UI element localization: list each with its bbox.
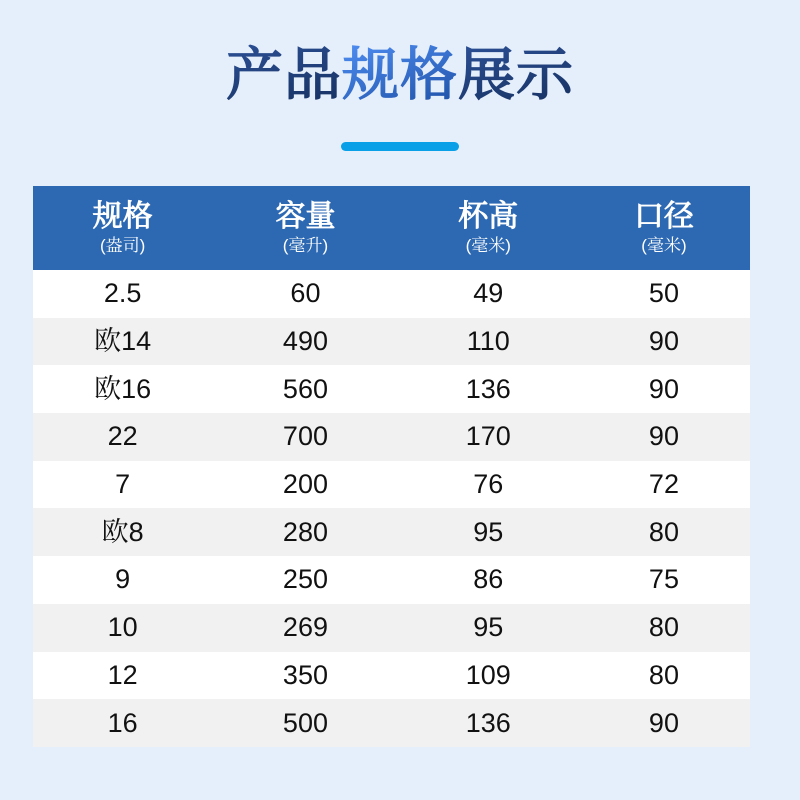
title-part-display: 展示 (458, 43, 574, 107)
table-cell: 49 (473, 278, 504, 309)
table-cell: 12 (107, 659, 138, 690)
table-cell: 7 (115, 469, 131, 500)
table-cell: 9 (115, 564, 131, 595)
table-row (33, 318, 750, 366)
table-cell: 560 (282, 373, 328, 404)
table-cell: 90 (648, 421, 679, 452)
table-cell: 22 (107, 421, 138, 452)
table-cell: 90 (648, 326, 679, 357)
table-body (33, 270, 750, 747)
table-cell: 136 (465, 373, 511, 404)
table-cell: 95 (473, 516, 504, 547)
column-label: 规格 (92, 200, 153, 234)
table-row (33, 604, 750, 652)
column-header-spec (33, 200, 212, 255)
table-cell: 109 (465, 659, 511, 690)
table-header (33, 186, 750, 270)
table-cell: 10 (107, 612, 138, 643)
column-label: 杯高 (458, 200, 519, 234)
table-cell: 欧8 (101, 516, 144, 547)
table-cell: 欧16 (94, 373, 152, 404)
column-unit: (毫米) (641, 235, 687, 255)
table-row (33, 365, 750, 413)
table-cell: 200 (282, 469, 328, 500)
table-cell: 76 (473, 469, 504, 500)
table-row (33, 270, 750, 318)
table-row (33, 699, 750, 747)
table-cell: 90 (648, 707, 679, 738)
column-unit: (毫升) (282, 235, 329, 255)
column-label: 口径 (633, 200, 694, 234)
table-cell: 500 (282, 707, 328, 738)
table-cell: 80 (648, 516, 679, 547)
page-title (0, 44, 800, 107)
table-cell: 490 (282, 326, 328, 357)
table-row (33, 508, 750, 556)
table-cell: 86 (473, 564, 504, 595)
table-cell: 136 (465, 707, 511, 738)
table-cell: 95 (473, 612, 504, 643)
table-cell: 80 (648, 659, 679, 690)
table-cell: 170 (465, 421, 511, 452)
table-cell: 700 (282, 421, 328, 452)
title-part-spec: 规格 (342, 43, 458, 107)
table-cell: 250 (282, 564, 328, 595)
table-cell: 350 (282, 659, 328, 690)
table-cell: 269 (282, 612, 328, 643)
title-underline (341, 142, 459, 151)
table-cell: 60 (290, 278, 321, 309)
table-cell: 80 (648, 612, 679, 643)
column-header-diameter (578, 200, 750, 255)
table-cell: 72 (648, 469, 679, 500)
column-header-height (399, 200, 578, 255)
table-row (33, 461, 750, 509)
column-unit: (盎司) (99, 235, 146, 255)
column-label: 容量 (275, 200, 336, 234)
title-part-product: 产品 (226, 43, 342, 107)
table-cell: 75 (648, 564, 679, 595)
table-cell: 欧14 (94, 326, 152, 357)
table-cell: 16 (107, 707, 138, 738)
table-cell: 110 (466, 326, 510, 357)
table-cell: 280 (282, 516, 328, 547)
column-unit: (毫米) (465, 235, 511, 255)
table-cell: 2.5 (103, 278, 142, 309)
table-row (33, 556, 750, 604)
table-cell: 50 (648, 278, 679, 309)
table-row (33, 413, 750, 461)
table-cell: 90 (648, 373, 679, 404)
spec-table (33, 186, 750, 747)
table-row (33, 652, 750, 700)
column-header-capacity (212, 200, 398, 255)
